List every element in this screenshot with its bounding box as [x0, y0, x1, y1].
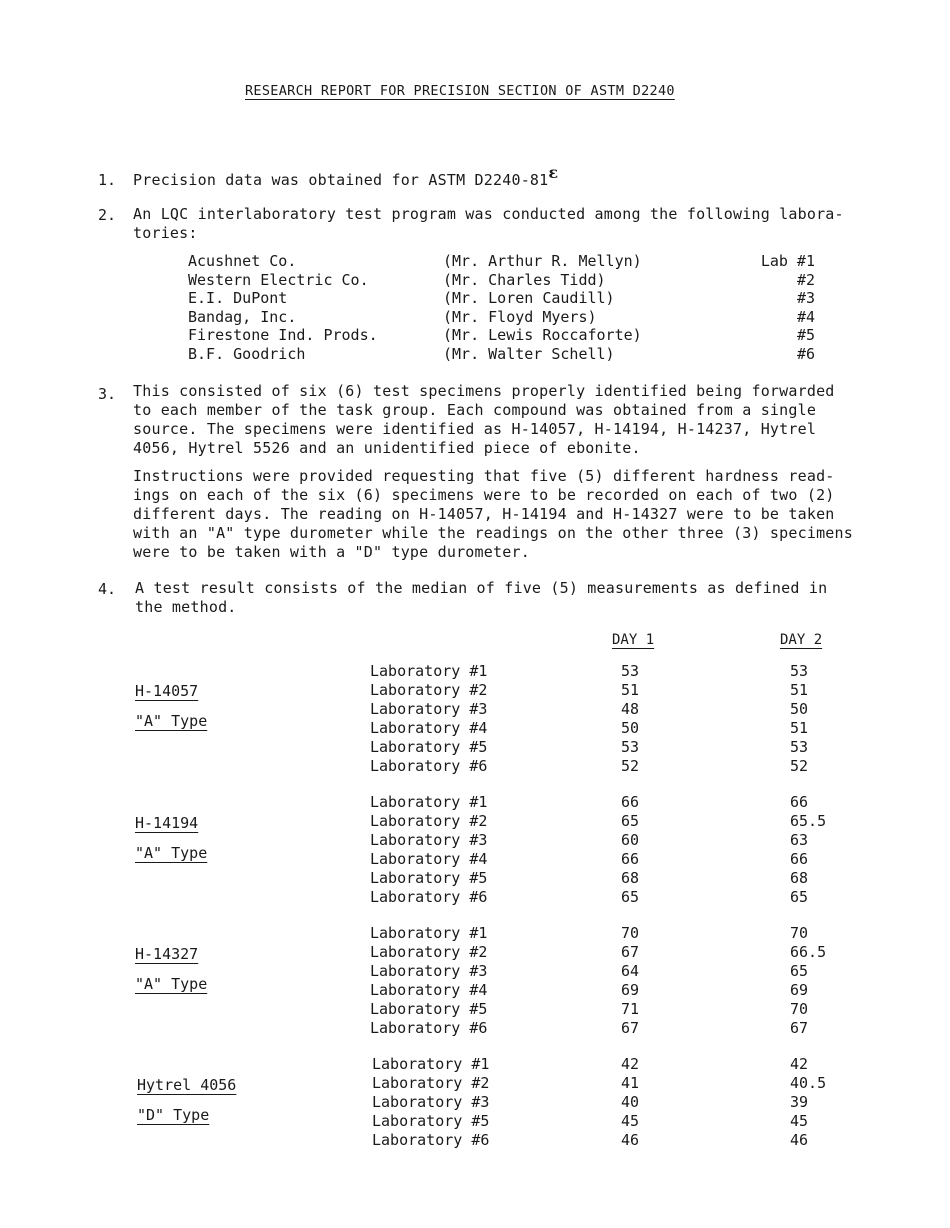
item-2-line-1: An LQC interlaboratory test program was conducted among the following labora-: [133, 205, 844, 223]
lab-contact: (Mr. Arthur R. Mellyn): [443, 252, 642, 270]
instructions-paragraph: [133, 467, 853, 562]
table-row: [0, 1131, 950, 1150]
day-1-value: 45: [621, 1112, 640, 1130]
table-row: [0, 1055, 950, 1074]
item-4-number: 4.: [98, 580, 117, 598]
table-row: [0, 981, 950, 1000]
item-3-line: This consisted of six (6) test specimens properly identified being forwarded: [133, 382, 835, 400]
day-2-value: 67: [790, 1019, 809, 1037]
day-1-value: 46: [621, 1131, 640, 1149]
durometer-type: "A" Type: [135, 844, 208, 862]
specimen-name: H-14057: [135, 682, 199, 700]
table-row: [0, 700, 950, 719]
table-row: [0, 719, 950, 738]
lab-contact: (Mr. Walter Schell): [443, 344, 615, 363]
lab-company: B.F. Goodrich: [188, 344, 306, 363]
row-lab: Laboratory #6: [372, 1131, 490, 1149]
lab-company: Bandag, Inc.: [188, 307, 297, 326]
day-1-value: 68: [621, 869, 640, 887]
item-3-text: [133, 382, 835, 458]
lab-company: Western Electric Co.: [188, 270, 369, 289]
day-2-value: 46: [790, 1131, 809, 1149]
row-lab: Laboratory #6: [370, 888, 488, 906]
lab-contact: (Mr. Floyd Myers): [443, 307, 597, 326]
durometer-type: "A" Type: [135, 975, 208, 993]
item-3-line: 4056, Hytrel 5526 and an unidentified piece of ebonite.: [133, 439, 641, 457]
row-lab: Laboratory #5: [370, 869, 488, 887]
day-1-value: 53: [621, 662, 640, 680]
day-1-value: 67: [621, 1019, 640, 1037]
row-lab: Laboratory #3: [372, 1093, 490, 1111]
row-lab: Laboratory #2: [370, 812, 488, 830]
row-lab: Laboratory #6: [370, 1019, 488, 1037]
day-2-value: 65: [790, 962, 809, 980]
specimen-name: H-14327: [135, 945, 199, 963]
table-row: [0, 793, 950, 812]
table-row: [0, 962, 950, 981]
lab-number: #4: [796, 307, 815, 326]
day-1-value: 48: [621, 700, 640, 718]
day-2-value: 63: [790, 831, 809, 849]
day-2-value: 45: [790, 1112, 809, 1130]
lab-contact: (Mr. Charles Tidd): [443, 270, 606, 289]
row-lab: Laboratory #3: [370, 962, 488, 980]
day-2-value: 65: [790, 888, 809, 906]
durometer-type: "A" Type: [135, 712, 208, 730]
table-row: [0, 943, 950, 962]
row-lab: Laboratory #2: [370, 681, 488, 699]
day-1-value: 52: [621, 757, 640, 775]
day-1-header: DAY 1: [612, 632, 655, 648]
day-1-value: 41: [621, 1074, 640, 1092]
lab-company: E.I. DuPont: [188, 289, 288, 307]
row-lab: Laboratory #1: [370, 793, 488, 811]
item-4-text: [135, 579, 827, 617]
day-1-value: 50: [621, 719, 640, 737]
item-3-line: source. The specimens were identified as H-14057, H-14194, H-14237, Hytrel: [133, 420, 817, 438]
day-1-value: 60: [621, 831, 640, 849]
day-2-value: 53: [790, 738, 809, 756]
day-2-header: DAY 2: [780, 632, 823, 648]
day-1-value: 69: [621, 981, 640, 999]
lab-contact: (Mr. Lewis Roccaforte): [443, 326, 642, 344]
lab-number: #2: [796, 270, 815, 289]
day-1-value: 66: [621, 793, 640, 811]
specimen-name: Hytrel 4056: [137, 1076, 237, 1094]
report-title: RESEARCH REPORT FOR PRECISION SECTION OF ASTM D2240: [245, 83, 675, 99]
table-row: [0, 888, 950, 907]
day-1-value: 64: [621, 962, 640, 980]
day-2-value: 53: [790, 662, 809, 680]
day-1-value: 42: [621, 1055, 640, 1073]
lab-number: #3: [796, 289, 815, 307]
row-lab: Laboratory #2: [370, 943, 488, 961]
item-2-text: [133, 205, 844, 243]
lab-number: #5: [796, 326, 815, 344]
day-1-value: 71: [621, 1000, 640, 1018]
table-row: [0, 869, 950, 888]
day-2-value: 65.5: [790, 812, 827, 830]
item-1-body: Precision data was obtained for ASTM D2240-81: [133, 171, 549, 189]
day-2-value: 68: [790, 869, 809, 887]
row-lab: Laboratory #5: [370, 738, 488, 756]
table-row: [0, 850, 950, 869]
instructions-line: were to be taken with a "D" type durometer.: [133, 543, 530, 561]
row-lab: Laboratory #1: [370, 924, 488, 942]
lab-number: Lab #1: [760, 252, 815, 270]
table-row: [0, 831, 950, 850]
day-2-value: 51: [790, 681, 809, 699]
instructions-line: ings on each of the six (6) specimens were to be recorded on each of two (2): [133, 486, 835, 504]
table-row: [0, 1074, 950, 1093]
row-lab: Laboratory #6: [370, 757, 488, 775]
item-1-text: [133, 163, 559, 190]
day-1-value: 67: [621, 943, 640, 961]
lab-contact: (Mr. Loren Caudill): [443, 289, 615, 307]
day-1-value: 51: [621, 681, 640, 699]
lab-number: #6: [796, 344, 815, 363]
table-row: [0, 662, 950, 681]
row-lab: Laboratory #4: [370, 981, 488, 999]
item-4-line-2: the method.: [135, 598, 237, 616]
lab-company: Firestone Ind. Prods.: [188, 326, 378, 344]
day-1-value: 65: [621, 812, 640, 830]
specimen-name: H-14194: [135, 814, 199, 832]
table-row: [0, 738, 950, 757]
durometer-type: "D" Type: [137, 1106, 210, 1124]
lab-company: Acushnet Co.: [188, 252, 297, 270]
day-1-value: 40: [621, 1093, 640, 1111]
table-row: [0, 924, 950, 943]
table-row: [0, 812, 950, 831]
day-1-value: 70: [621, 924, 640, 942]
row-lab: Laboratory #3: [370, 700, 488, 718]
day-2-value: 42: [790, 1055, 809, 1073]
item-3-line: to each member of the task group. Each compound was obtained from a single: [133, 401, 817, 419]
row-lab: Laboratory #1: [370, 662, 488, 680]
row-lab: Laboratory #4: [370, 719, 488, 737]
instructions-line: Instructions were provided requesting that five (5) different hardness read-: [133, 467, 835, 485]
row-lab: Laboratory #5: [372, 1112, 490, 1130]
instructions-line: with an "A" type durometer while the readings on the other three (3) specimens: [133, 524, 853, 542]
item-3-number: 3.: [98, 385, 117, 403]
day-2-value: 52: [790, 757, 809, 775]
day-2-value: 66: [790, 793, 809, 811]
table-row: [0, 1112, 950, 1131]
day-2-value: 50: [790, 700, 809, 718]
day-2-value: 39: [790, 1093, 809, 1111]
row-lab: Laboratory #5: [370, 1000, 488, 1018]
day-1-value: 53: [621, 738, 640, 756]
day-1-value: 66: [621, 850, 640, 868]
day-2-value: 69: [790, 981, 809, 999]
table-row: [0, 1093, 950, 1112]
row-lab: Laboratory #1: [372, 1055, 490, 1073]
day-2-value: 66: [790, 850, 809, 868]
table-row: [0, 1000, 950, 1019]
instructions-line: different days. The reading on H-14057, H-14194 and H-14327 were to be taken: [133, 505, 835, 523]
table-row: [0, 681, 950, 700]
row-lab: Laboratory #3: [370, 831, 488, 849]
item-1-number: 1.: [98, 171, 117, 189]
day-2-value: 40.5: [790, 1074, 827, 1092]
row-lab: Laboratory #2: [372, 1074, 490, 1092]
day-2-value: 70: [790, 1000, 809, 1018]
day-1-value: 65: [621, 888, 640, 906]
item-4-line-1: A test result consists of the median of five (5) measurements as defined in: [135, 579, 828, 597]
table-row: [0, 1019, 950, 1038]
item-2-line-2: tories:: [133, 224, 198, 242]
epsilon-superscript: ε: [548, 163, 559, 182]
item-2-number: 2.: [98, 206, 117, 224]
day-2-value: 51: [790, 719, 809, 737]
row-lab: Laboratory #4: [370, 850, 488, 868]
day-2-value: 66.5: [790, 943, 827, 961]
day-2-value: 70: [790, 924, 809, 942]
table-row: [0, 757, 950, 776]
